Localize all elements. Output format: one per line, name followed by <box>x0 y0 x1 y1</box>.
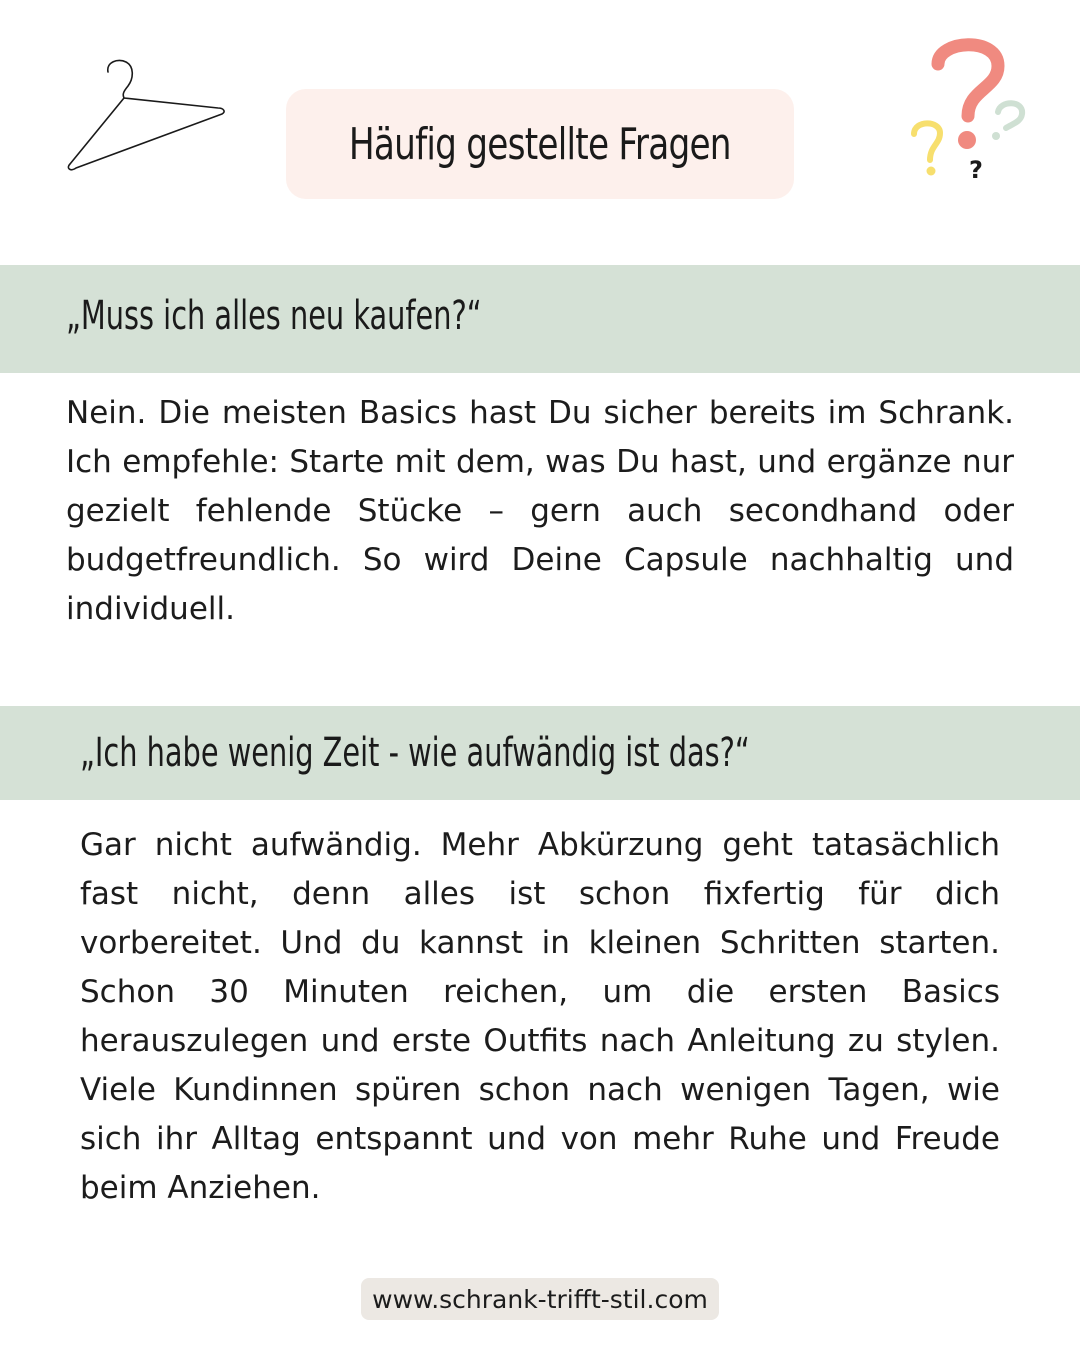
hanger-icon <box>62 56 228 176</box>
faq-answer-2: Gar nicht aufwändig. Mehr Abkürzung geht tatasächlich fast nicht, denn alles ist schon fixfertig für dich vorbereitet. Und du kannst in kleinen Schritten starten. Schon 30 Minuten reichen, um die ersten Basics herauszulegen und erste Outfits nach Anleitung zu stylen. Viele Kundinnen spüren schon nach wenigen Tagen, wie sich ihr Alltag entspannt und von mehr Ruhe und Freude beim Anziehen. <box>80 827 1000 1206</box>
svg-text:?: ? <box>969 156 983 184</box>
faq-answer-1: Nein. Die meisten Basics hast Du sicher bereits im Schrank. Ich empfehle: Starte mit dem, was Du hast, und ergänze nur gezielt fehlende Stücke – gern auch secondhand oder budgetfreundlich. So wird Deine Capsule nachhaltig und individuell. <box>66 395 1014 627</box>
website-url[interactable]: www.schrank-trifft-stil.com <box>372 1284 708 1314</box>
question-marks-icon <box>900 32 1040 192</box>
question-band-1 <box>0 265 1080 373</box>
question-band-2 <box>0 706 1080 800</box>
faq-question-1: „Muss ich alles neu kaufen?“ <box>66 293 482 339</box>
page-title: Häufig gestellte Fragen <box>349 118 731 170</box>
website-link[interactable] <box>361 1278 719 1320</box>
title-box <box>286 89 794 199</box>
faq-question-2: „Ich habe wenig Zeit - wie aufwändig ist das?“ <box>80 730 750 776</box>
